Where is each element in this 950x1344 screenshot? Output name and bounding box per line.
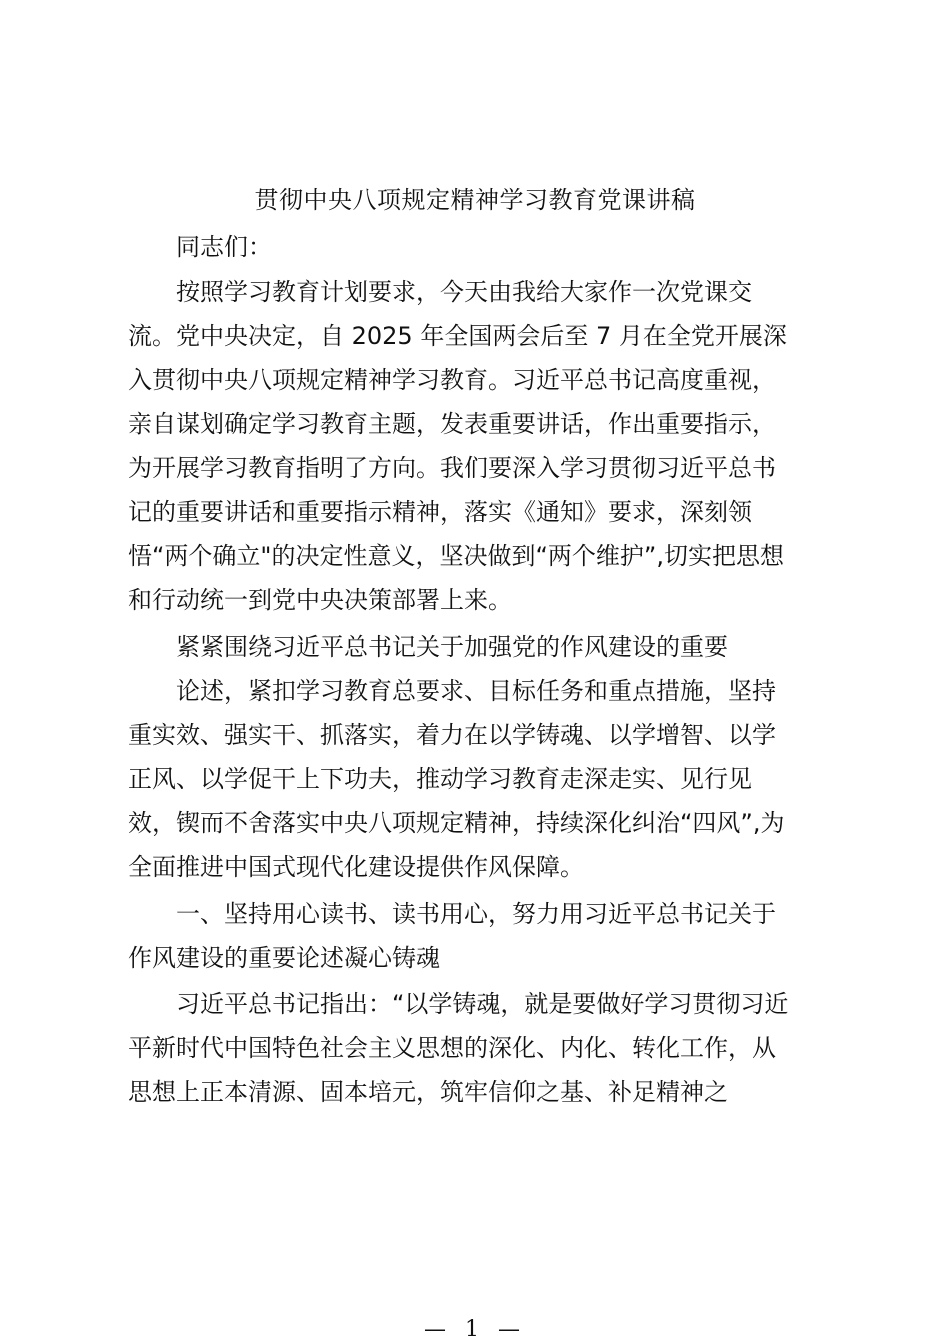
paragraph-line: 和行动统一到党中央决策部署上来。 <box>128 586 512 614</box>
paragraph-line: 记的重要讲话和重要指示精神，落实《通知》要求，深刻领 <box>128 498 752 526</box>
paragraph-line: 正风、以学促干上下功夫，推动学习教育走深走实、见行见 <box>128 765 752 793</box>
paragraph-line: 为开展学习教育指明了方向。我们要深入学习贯彻习近平总书 <box>128 454 776 482</box>
paragraph-line: 紧紧围绕习近平总书记关于加强党的作风建设的重要 <box>176 633 728 661</box>
paragraph-line: 全面推进中国式现代化建设提供作风保障。 <box>128 853 584 881</box>
paragraph-line: 重实效、强实干、抓落实，着力在以学铸魂、以学增智、以学 <box>128 721 776 749</box>
paragraph-line: 思想上正本清源、固本培元，筑牢信仰之基、补足精神之 <box>128 1078 728 1106</box>
paragraph-line: 按照学习教育计划要求，今天由我给大家作一次党课交 <box>176 278 752 306</box>
paragraph-line: 习近平总书记指出：“以学铸魂，就是要做好学习贯彻习近 <box>176 990 789 1018</box>
paragraph-line: 论述，紧扣学习教育总要求、目标任务和重点措施，坚持 <box>176 677 776 705</box>
paragraph-line: 流。党中央决定，自 2025 年全国两会后至 7 月在全党开展深 <box>128 322 787 350</box>
paragraph-line: 亲自谋划确定学习教育主题，发表重要讲话，作出重要指示， <box>128 410 776 438</box>
paragraph-line: 效，锲而不舍落实中央八项规定精神，持续深化纠治“四风”,为 <box>128 809 785 837</box>
document-title: 贯彻中央八项规定精神学习教育党课讲稿 <box>254 186 696 214</box>
paragraph-line: 平新时代中国特色社会主义思想的深化、内化、转化工作，从 <box>128 1034 776 1062</box>
paragraph-line: 入贯彻中央八项规定精神学习教育。习近平总书记高度重视， <box>128 366 776 394</box>
paragraph-line: 悟“两个确立"的决定性意义，坚决做到“两个维护”,切实把思想 <box>128 542 784 570</box>
section-heading-line: 一、坚持用心读书、读书用心，努力用习近平总书记关于 <box>176 900 776 928</box>
salutation: 同志们： <box>176 233 272 261</box>
page-number: — 1 — <box>424 1317 526 1342</box>
section-heading-line: 作风建设的重要论述凝心铸魂 <box>128 944 440 972</box>
